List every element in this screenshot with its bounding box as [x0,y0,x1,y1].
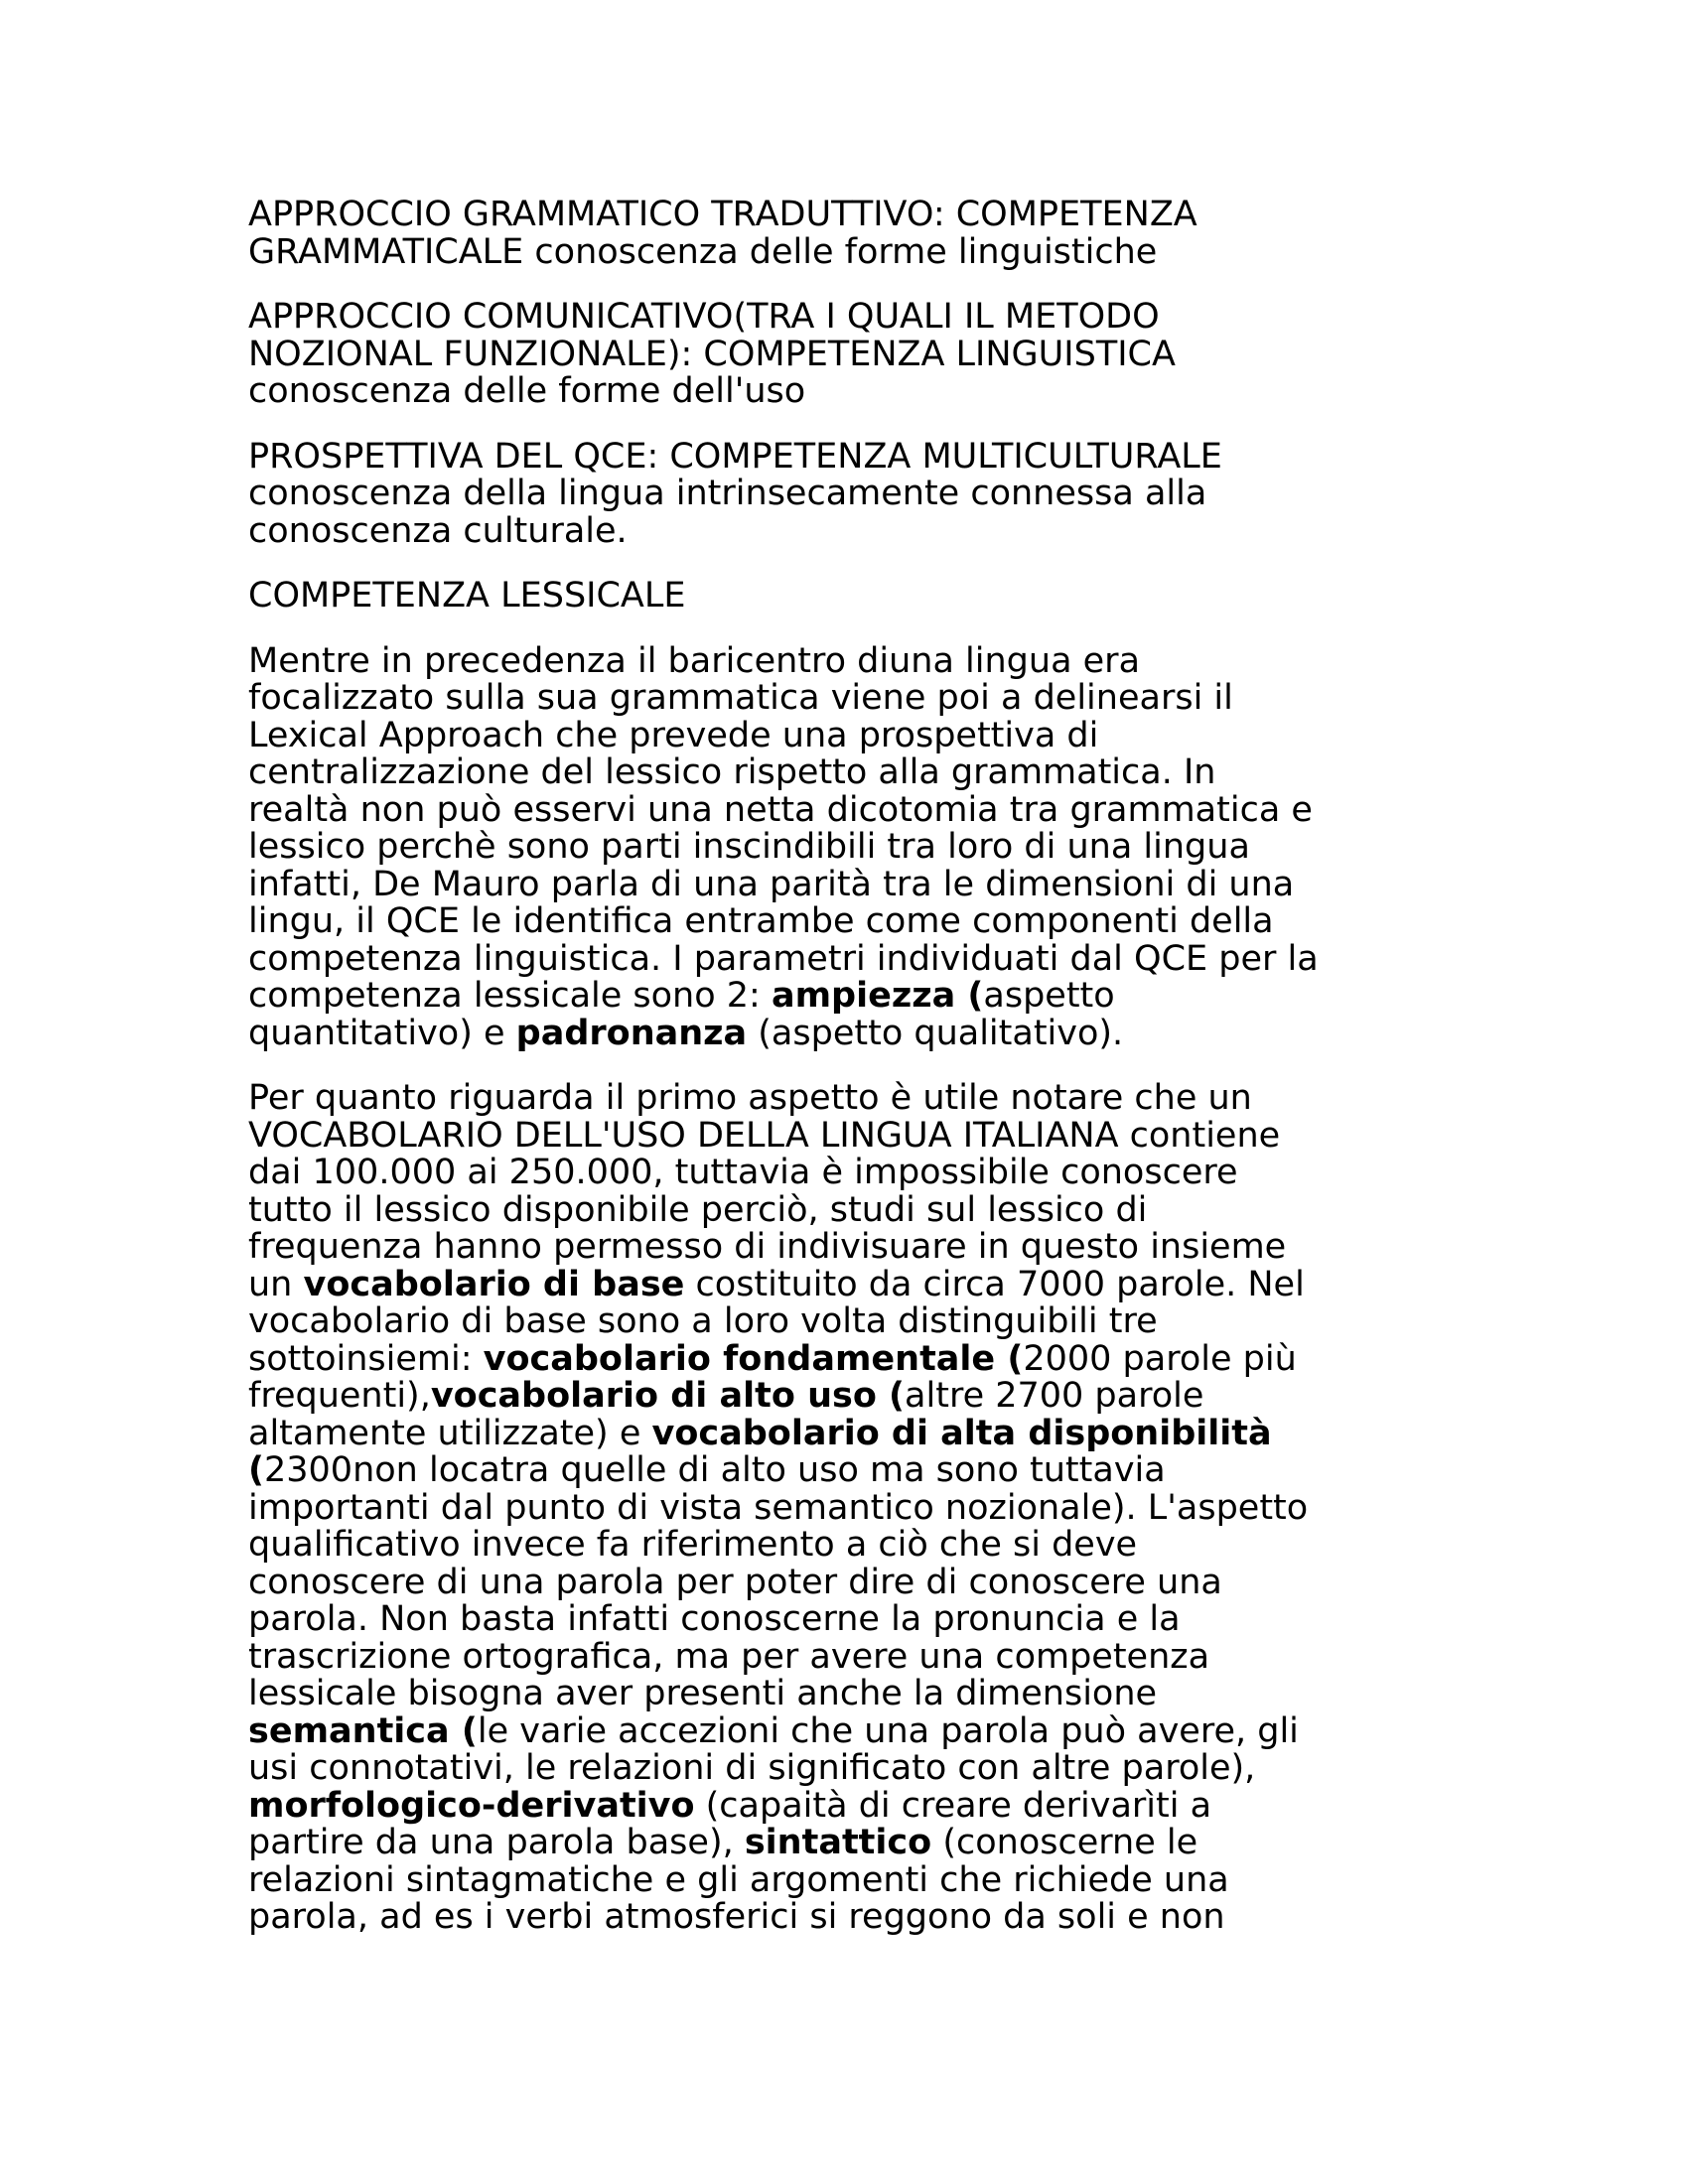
text-line: dai 100.000 ai 250.000, tuttavia è impossibile conoscere [248,1153,1238,1192]
bold-term-vocabolario-alto-uso: vocabolario di alto uso ( [430,1376,906,1416]
text-run: altamente utilizzate) e [248,1413,652,1453]
text-line: vocabolario di base sono a loro volta distinguibili tre [248,1301,1158,1341]
bold-paren: ( [248,1450,264,1490]
text-line: trascrizione ortografica, ma per avere una competenza [248,1636,1210,1677]
paragraph-approccio-grammatico [248,197,1440,271]
text-line: conoscenza delle forme dell'uso [248,371,806,411]
text-run: un [248,1264,304,1304]
paragraph-approccio-comunicativo [248,299,1440,411]
text-run: 2300non locatra quelle di alto uso ma sono tuttavia [264,1450,1166,1490]
text-line: competenza linguistica. I parametri individuati dal QCE per la [248,938,1319,979]
text-line [248,1378,1440,1416]
text-line: lessicale bisogna aver presenti anche la dimensione [248,1674,1158,1713]
paragraph-lexical-approach [248,640,1440,1053]
text-line: Per quanto riguarda il primo aspetto è utile notare che un [248,1078,1252,1118]
text-line: COMPETENZA LESSICALE [248,576,686,615]
text-run: quantitativo) e [248,1013,516,1053]
text-run: sottoinsiemi: [248,1338,484,1379]
text-line: conoscere di una parola per poter dire di conoscere una [248,1562,1222,1602]
text-run: (capaità di creare derivarìti a [694,1785,1212,1826]
text-line: PROSPETTIVA DEL QCE: COMPETENZA MULTICULTURALE [248,436,1222,477]
text-line [248,1452,1440,1490]
text-line: infatti, De Mauro parla di una parità tra le dimensioni di una [248,864,1295,904]
text-run: aspetto [983,976,1115,1016]
text-line: NOZIONAL FUNZIONALE): COMPETENZA LINGUISTICA [248,334,1176,374]
text-line: Mentre in precedenza il baricentro diuna lingua era [248,640,1141,681]
text-line: qualificativo invece fa riferimento a ciò che si deve [248,1525,1138,1565]
bold-term-semantica: semantica ( [248,1710,478,1751]
bold-term-vocabolario-di-base: vocabolario di base [303,1264,685,1304]
bold-term-vocabolario-alta-disponibilita: vocabolario di alta disponibilità [651,1413,1272,1453]
text-line: realtà non può esservi una netta dicotomia tra grammatica e [248,789,1313,830]
text-line: focalizzato sulla sua grammatica viene poi a delinearsi il [248,678,1233,718]
bold-term-morfologico-derivativo: morfologico-derivativo [248,1785,695,1826]
text-run: frequenti), [248,1376,431,1416]
text-line: conoscenza culturale. [248,510,628,551]
document-page [248,197,1440,1965]
text-line [248,1413,1440,1453]
text-line: lingu, il QCE le identifica entrambe come componenti della [248,901,1274,941]
text-line: tutto il lessico disponibile perciò, studi sul lessico di [248,1189,1148,1230]
paragraph-prospettiva-qce [248,436,1440,551]
text-line: conoscenza della lingua intrinsecamente connessa alla [248,474,1207,513]
text-run: costituito da circa 7000 parole. Nel [684,1264,1305,1304]
section-heading-competenza-lessicale [248,578,1440,615]
text-line: APPROCCIO COMUNICATIVO(TRA I QUALI IL METODO [248,297,1160,337]
text-line: frequenza hanno permesso di indivisuare in questo insieme [248,1227,1287,1267]
text-line [248,1338,1440,1379]
text-run: 2000 parole più [1023,1338,1297,1379]
bold-term-ampiezza: ampiezza ( [771,976,984,1016]
text-run: le varie accezioni che una parola può avere, gli [477,1710,1299,1751]
text-line: VOCABOLARIO DELL'USO DELLA LINGUA ITALIANA contiene [248,1115,1281,1156]
text-run: competenza lessicale sono 2: [248,976,772,1016]
text-line: relazioni sintagmatiche e gli argomenti che richiede una [248,1859,1229,1900]
text-line: APPROCCIO GRAMMATICO TRADUTTIVO: COMPETENZA [248,195,1197,234]
paragraph-vocabolario [248,1080,1440,1937]
text-line [248,978,1440,1016]
text-line: importanti dal punto di vista semantico nozionale). L'aspetto [248,1487,1309,1528]
text-run: (aspetto qualitativo). [747,1013,1124,1053]
text-line [248,1264,1440,1304]
text-line [248,1825,1440,1862]
text-line [248,1710,1440,1751]
text-line: parola, ad es i verbi atmosferici si reggono da soli e non [248,1897,1225,1937]
bold-term-sintattico: sintattico [744,1823,932,1862]
text-line: usi connotativi, le relazioni di significato con altre parole), [248,1748,1256,1788]
text-line [248,1013,1440,1053]
text-run: (conoscerne le [931,1823,1198,1862]
bold-term-padronanza: padronanza [515,1013,748,1053]
text-line: GRAMMATICALE conoscenza delle forme linguistiche [248,231,1158,272]
text-line: parola. Non basta infatti conoscerne la pronuncia e la [248,1599,1181,1639]
text-line: centralizzazione del lessico rispetto alla grammatica. In [248,752,1216,792]
text-run: altre 2700 parole [905,1376,1204,1416]
text-line: lessico perchè sono parti inscindibili tra loro di una lingua [248,827,1250,867]
text-run: partire da una parola base), [248,1823,745,1862]
text-line [248,1785,1440,1826]
bold-term-vocabolario-fondamentale: vocabolario fondamentale ( [483,1338,1024,1379]
text-line: Lexical Approach che prevede una prospettiva di [248,715,1099,755]
